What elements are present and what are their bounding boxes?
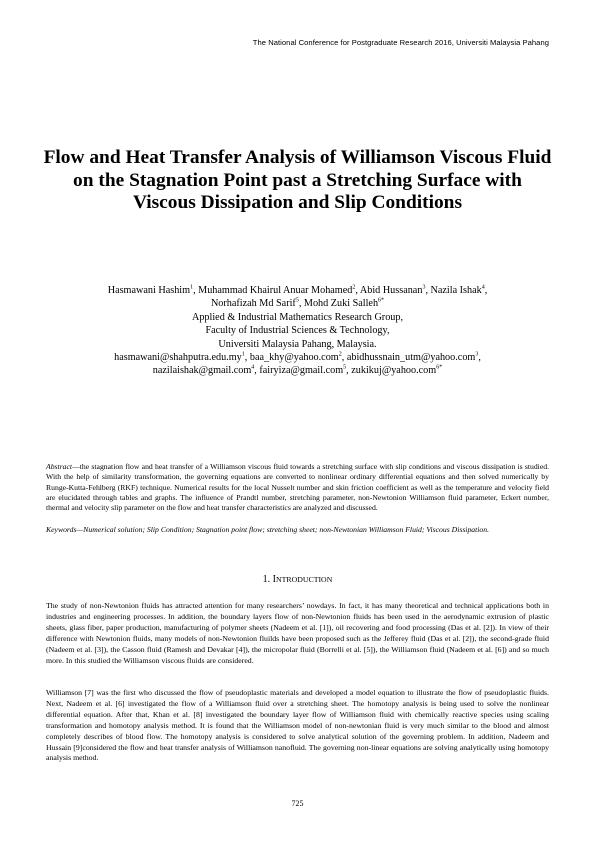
- section-heading: [46, 574, 549, 585]
- author-superscript: 6*: [378, 298, 385, 305]
- email-address: fairyiza@gmail.com: [259, 365, 344, 377]
- author-line-2: Norhafizah Md Sarif$^5$, Mohd Zuki Salleh$^{6*}$: [210, 298, 385, 310]
- page-number: 725: [291, 799, 304, 808]
- email-address: zukikuj@yahoo.com: [351, 365, 437, 377]
- author-block: [40, 284, 555, 378]
- affiliation-line: Applied & Industrial Mathematics Research Group,: [191, 311, 404, 323]
- email-superscript: 5: [343, 365, 347, 372]
- section-title: NTRODUCTION: [276, 575, 333, 584]
- email-superscript: 6*: [436, 365, 443, 372]
- keywords: Keywords—Numerical solution; Slip Condition; Stagnation point flow; stretching sheet; non-Newtonian Williamson Fluid; Viscous Dissipation.: [46, 525, 490, 534]
- email-address: nazilaishak@gmail.com: [152, 365, 252, 377]
- email-superscript: 2: [338, 351, 342, 358]
- author-line-1: Hasmawani Hashim$^1$, Muhammad Khairul Anuar Mohamed$^2$, Abid Hussanan$^3$, Nazila Ishak$^4$,: [107, 284, 488, 296]
- author-name: Muhammad Khairul Anuar Mohamed: [198, 285, 353, 296]
- author-superscript: 5: [295, 298, 299, 305]
- section-number: 1. I: [262, 574, 277, 585]
- author-superscript: 3: [422, 284, 426, 291]
- body-paragraph-2: Williamson [7] was the first who discussed the flow of pseudoplastic materials and developed a model equation to illustrate the flow of pseudoplastic fluids. Next, Nadeem et al. [6] investigated the flow of a Williamson fluid over a stretching sheet. The homotopy analysis is being used to solve the nonlinear differential equation. After that, Khan et al. [8] investigated the boundary layer flow of Williamson fluid with chemically reactive species using scaling transformation and homotopy analysis method. It is found that the Williamson model of non-newtonian fluid is very much similar to the blood and almost completely describes of blood flow. The homotopy analysis is considered to solve analytical solution of the governing problem. In addition, Nadeem and Hussain [9]considered the flow and heat transfer analysis of Williamson nanofluid. The governing non-linear equations are solving analytically using homotopy analysis method.: [46, 688, 549, 763]
- author-superscript: 2: [352, 284, 356, 291]
- email-line-1: $hasmawani@shahputra.edu.my^1$, baa_khy@yahoo.com$^2$, abidhussnain_utm@yahoo.com$^3$,: [114, 351, 481, 364]
- author-name: Mohd Zuki Salleh: [303, 298, 379, 310]
- author-superscript: 4: [481, 284, 485, 291]
- email-superscript: 1: [241, 351, 245, 358]
- email-address: abidhussnain_utm@yahoo.com: [346, 352, 476, 364]
- email-address: hasmawani@shahputra.edu.my: [114, 352, 242, 364]
- abstract-text: —the stagnation flow and heat transfer of a Williamson viscous fluid towards a stretching surface with slip conditions and viscous dissipation is studied. With the help of similarity transformation, the governing equations are converted to nonlinear ordinary differential equations and then solved numerically by Runge-Kutta-Fehlberg (RKF) technique. Numerical results for the local Nusselt number and skin friction coefficient as well as the temperature and velocity field are elucidated through tables and graphs. The influence of Prandtl number, stretching parameter, non-Newtonion Williamson fluid parameter, Eckert number, thermal and velocity slip parameter on the flow and heat transfer characteristics are analyzed and discussed.: [46, 462, 549, 513]
- abstract: [46, 462, 549, 513]
- author-name: Nazila Ishak: [430, 285, 482, 296]
- author-superscript: 1: [190, 284, 194, 291]
- abstract-label: Abstract: [46, 462, 73, 471]
- affiliation-line: Faculty of Industrial Sciences & Technology,: [205, 325, 390, 337]
- running-head: The National Conference for Postgraduate Research 2016, Universiti Malaysia Pahang: [252, 38, 549, 47]
- affiliation-line: Universiti Malaysia Pahang, Malaysia.: [218, 338, 377, 350]
- email-superscript: 4: [251, 365, 255, 372]
- author-name: Norhafizah Md Sarif: [210, 298, 296, 310]
- author-name: Hasmawani Hashim: [107, 285, 191, 296]
- email-line-2: nazilaishak@gmail.com$^4$, fairyiza@gmail.com$^5$, zukikuj@yahoo.com$^{6*}$: [152, 365, 443, 377]
- email-address: baa_khy@yahoo.com: [249, 352, 339, 364]
- paper-title: Flow and Heat Transfer Analysis of Williamson Viscous Fluid on the Stagnation Point past a Stretching Surface with Viscous Dissipation and Slip Conditions: [43, 147, 552, 214]
- author-name: Abid Hussanan: [359, 285, 423, 296]
- body-paragraph-1: The study of non-Newtonion fluids has attracted attention for many researchers’ nowdays. In fact, it has many theoretical and technical applications both in industries and engineering processes. In addition, the boundary layers flow of non-Newtonion fluids has been used in the aerodynamic extrusion of plastic sheets, glass fiber, paper production, manufacturing of polymer sheets (Nadeem et al. [1]), oil recovering and food processing (Das et al. [2]). In view of their difference with Newtonion fluids, many models of non-Newtonion fluilds have been proposed such as the Jefferey fluid (Das et al. [2]), the second-grade fluid (Nadeem et al. [3]), the Casson fluid (Ramesh and Devakar [4]), the micropolar fluid (Borrelli et al. [5]), the Williamson fluid (Nadeem et al. [6]) and so much more. In this studied the Williamson viscous fluids are considered.: [46, 601, 549, 665]
- email-superscript: 3: [475, 351, 479, 358]
